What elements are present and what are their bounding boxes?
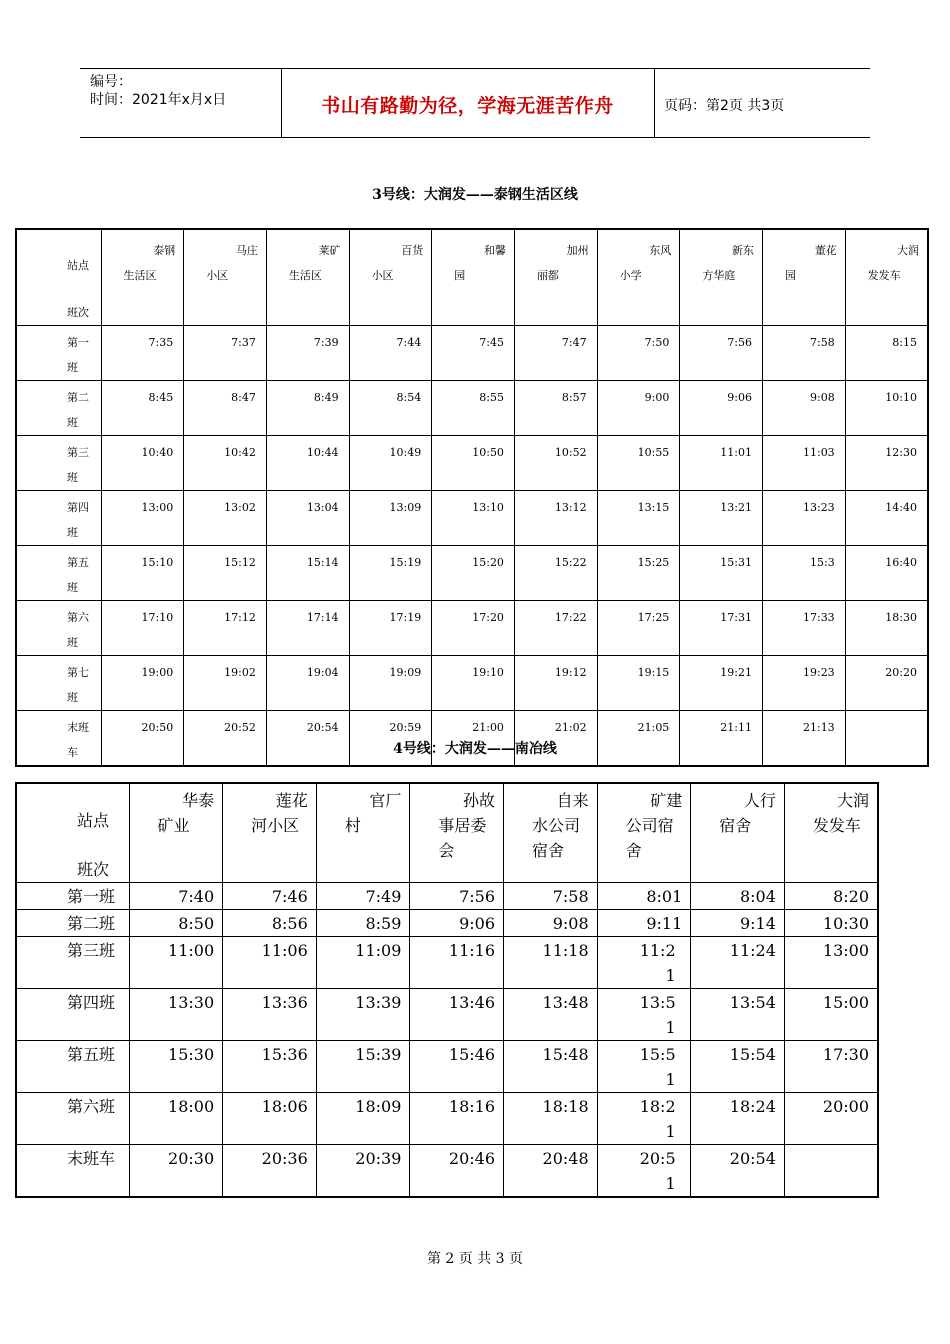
time-cell: 17:25 (597, 600, 680, 655)
time-cell: 7:40 (129, 883, 223, 910)
run-label (16, 937, 129, 989)
time-cell: 15:25 (597, 545, 680, 600)
time-cell: 19:09 (349, 655, 432, 710)
time-cell: 13:36 (223, 989, 317, 1041)
run-label-text: 第四班 (67, 993, 116, 1012)
table-row (16, 490, 928, 545)
time-cell: 13:02 (184, 490, 267, 545)
time-cell: 9:14 (691, 910, 785, 937)
time-cell: 10:55 (597, 435, 680, 490)
time-cell: 13:54 (691, 989, 785, 1041)
station-name-line2: 村 (344, 816, 361, 835)
time-cell: 13:30 (129, 989, 223, 1041)
station-name-line2: 矿业 (157, 816, 190, 835)
run-label-text: 第三班 (67, 941, 116, 960)
time-cell: 8:20 (784, 883, 878, 910)
run-label (16, 1041, 129, 1093)
station-name-line1: 东风 (649, 244, 672, 257)
time-cell: 7:58 (504, 883, 598, 910)
station-header (349, 229, 432, 325)
station-name-line2: 事居委会 (438, 816, 487, 860)
time-cell: 21:00 (432, 710, 515, 766)
time-cell: 9:00 (597, 380, 680, 435)
station-header (432, 229, 515, 325)
time-cell: 19:12 (514, 655, 597, 710)
time-cell: 15:39 (316, 1041, 410, 1093)
time-cell: 10:30 (784, 910, 878, 937)
time-cell: 17:19 (349, 600, 432, 655)
time-cell: 20:54 (691, 1145, 785, 1198)
station-name-line2: 方华庭 (702, 269, 736, 282)
station-name-line1: 泰钢 (153, 244, 176, 257)
document-date: 时间：2021年x月x日 (90, 92, 227, 108)
table-row (16, 380, 928, 435)
station-name-line2: 丽都 (536, 269, 559, 282)
document-number: 编号： (90, 74, 132, 90)
station-header (184, 229, 267, 325)
station-header (784, 783, 878, 883)
run-label-text: 第三班 (67, 445, 89, 484)
corner-run-label: 班次 (67, 306, 89, 319)
time-cell: 19:10 (432, 655, 515, 710)
time-cell: 11:06 (223, 937, 317, 989)
time-cell: 15:31 (680, 545, 763, 600)
time-cell: 10:50 (432, 435, 515, 490)
station-header (504, 783, 598, 883)
time-cell: 19:04 (266, 655, 349, 710)
time-cell: 15:19 (349, 545, 432, 600)
header-meta (90, 73, 226, 109)
time-value: 11:21 (639, 941, 676, 985)
run-label-text: 第一班 (67, 887, 116, 906)
time-cell: 20:36 (223, 1145, 317, 1198)
time-cell: 18:16 (410, 1093, 504, 1145)
time-cell: 20:39 (316, 1145, 410, 1198)
run-label-text: 第六班 (67, 610, 89, 649)
time-cell: 7:56 (410, 883, 504, 910)
station-name-line2: 生活区 (123, 269, 157, 282)
time-cell (101, 435, 184, 490)
time-cell (597, 1093, 691, 1145)
run-label-text: 第六班 (67, 1097, 116, 1116)
time-value: 15:10 (141, 555, 174, 569)
time-cell: 9:06 (410, 910, 504, 937)
time-cell: 17:14 (266, 600, 349, 655)
run-label (16, 655, 101, 710)
corner-station-label: 站点 (77, 811, 110, 830)
header-motto: 书山有路勤为径，学海无涯苦作舟 (321, 95, 614, 117)
time-cell: 10:49 (349, 435, 432, 490)
time-cell: 8:54 (349, 380, 432, 435)
time-cell: 13:15 (597, 490, 680, 545)
time-cell: 11:00 (129, 937, 223, 989)
page-indicator: 页码：第2页 共3页 (664, 98, 785, 114)
line3-timetable (15, 228, 929, 767)
station-name-line2: 小区 (371, 269, 394, 282)
time-cell: 7:45 (432, 325, 515, 380)
line4-title: 4号线：大润发——南冶线 (393, 741, 557, 757)
run-label (16, 989, 129, 1041)
time-cell: 8:15 (845, 325, 928, 380)
time-value: 15:51 (639, 1045, 676, 1089)
run-label-text: 末班车 (67, 720, 89, 759)
time-cell: 11:09 (316, 937, 410, 989)
station-name-line1: 孙故 (462, 791, 495, 810)
time-cell: 10:52 (514, 435, 597, 490)
run-label (16, 490, 101, 545)
time-cell: 12:30 (845, 435, 928, 490)
time-cell (597, 1145, 691, 1198)
time-cell: 7:47 (514, 325, 597, 380)
station-name-line1: 大润 (836, 791, 869, 810)
station-header (763, 229, 846, 325)
time-cell: 15:3 (763, 545, 846, 600)
time-cell: 19:02 (184, 655, 267, 710)
run-label-text: 第一班 (67, 335, 89, 374)
time-value: 19:00 (141, 665, 174, 679)
station-name-line2: 小学 (619, 269, 642, 282)
time-cell: 8:59 (316, 910, 410, 937)
station-name-line2: 河小区 (251, 816, 300, 835)
time-cell (101, 490, 184, 545)
station-header (680, 229, 763, 325)
run-label-text: 第二班 (67, 390, 89, 429)
time-cell: 10:44 (266, 435, 349, 490)
time-cell: 20:52 (184, 710, 267, 766)
time-cell: 19:21 (680, 655, 763, 710)
time-cell: 20:20 (845, 655, 928, 710)
table-row (16, 600, 928, 655)
time-cell: 20:59 (349, 710, 432, 766)
time-cell: 8:50 (129, 910, 223, 937)
time-cell: 11:18 (504, 937, 598, 989)
station-name-line1: 莲花 (275, 791, 308, 810)
time-cell: 21:13 (763, 710, 846, 766)
table-corner-cell (16, 229, 101, 325)
time-cell (784, 1145, 878, 1198)
run-label (16, 325, 101, 380)
run-label (16, 910, 129, 937)
run-label-text: 末班车 (67, 1149, 116, 1168)
time-cell (597, 937, 691, 989)
time-cell: 8:04 (691, 883, 785, 910)
run-label (16, 1093, 129, 1145)
station-name-line1: 新东 (732, 244, 754, 257)
time-cell: 17:30 (784, 1041, 878, 1093)
station-name-line1: 人行 (743, 791, 776, 810)
station-name-line2: 宿舍 (719, 816, 752, 835)
run-label (16, 600, 101, 655)
time-cell: 13:48 (504, 989, 598, 1041)
time-cell: 20:46 (410, 1145, 504, 1198)
time-cell: 15:12 (184, 545, 267, 600)
time-cell: 13:46 (410, 989, 504, 1041)
time-cell (597, 1041, 691, 1093)
run-label (16, 380, 101, 435)
station-name-line2: 园 (454, 269, 466, 282)
time-cell: 7:44 (349, 325, 432, 380)
table-row (16, 910, 878, 937)
time-cell: 8:47 (184, 380, 267, 435)
time-cell: 17:31 (680, 600, 763, 655)
time-value: 13:51 (639, 993, 676, 1037)
station-name-line1: 大润 (897, 244, 919, 257)
table-row (16, 545, 928, 600)
station-name-line1: 和馨 (483, 244, 506, 257)
station-header (101, 229, 184, 325)
time-cell: 17:33 (763, 600, 846, 655)
station-name-line2: 公司宿舍 (625, 816, 674, 860)
time-cell: 13:00 (784, 937, 878, 989)
time-cell: 15:00 (784, 989, 878, 1041)
time-cell: 8:57 (514, 380, 597, 435)
station-header (129, 783, 223, 883)
page-footer: 第 2 页 共 3 页 (426, 1251, 524, 1267)
time-cell (101, 655, 184, 710)
station-name-line1: 矿建 (650, 791, 683, 810)
table-header-row (16, 229, 928, 325)
station-name-line2: 水公司宿舍 (532, 816, 581, 860)
table-row (16, 1093, 878, 1145)
time-cell: 18:06 (223, 1093, 317, 1145)
time-cell: 13:09 (349, 490, 432, 545)
time-cell: 8:49 (266, 380, 349, 435)
table-row (16, 655, 928, 710)
time-cell: 13:12 (514, 490, 597, 545)
time-cell: 21:05 (597, 710, 680, 766)
header-divider (654, 69, 655, 137)
corner-station-label: 站点 (67, 259, 89, 272)
time-cell (597, 989, 691, 1041)
station-name-line1: 自来 (556, 791, 589, 810)
time-cell: 9:11 (597, 910, 691, 937)
station-name-line1: 董花 (814, 244, 837, 257)
time-cell: 15:36 (223, 1041, 317, 1093)
time-cell: 13:23 (763, 490, 846, 545)
table-header-row (16, 783, 878, 883)
time-value: 18:21 (639, 1097, 676, 1141)
time-cell: 13:39 (316, 989, 410, 1041)
time-cell: 11:03 (763, 435, 846, 490)
time-cell (101, 600, 184, 655)
table-corner-cell (16, 783, 129, 883)
station-name-line1: 官厂 (369, 791, 402, 810)
time-cell: 17:20 (432, 600, 515, 655)
time-cell: 19:23 (763, 655, 846, 710)
run-label (16, 883, 129, 910)
station-header (597, 229, 680, 325)
table-row (16, 989, 878, 1041)
time-cell: 7:56 (680, 325, 763, 380)
time-cell: 10:10 (845, 380, 928, 435)
line4-timetable (15, 782, 879, 1198)
time-cell: 13:21 (680, 490, 763, 545)
time-cell: 13:04 (266, 490, 349, 545)
table-row (16, 937, 878, 989)
run-label (16, 435, 101, 490)
station-name-line2: 发发车 (867, 269, 901, 282)
time-cell: 21:11 (680, 710, 763, 766)
station-header (845, 229, 928, 325)
run-label-text: 第五班 (67, 1045, 116, 1064)
time-cell: 7:50 (597, 325, 680, 380)
time-value: 17:10 (141, 610, 174, 624)
time-cell: 9:08 (763, 380, 846, 435)
run-label (16, 1145, 129, 1198)
time-cell: 20:00 (784, 1093, 878, 1145)
time-cell: 18:18 (504, 1093, 598, 1145)
time-cell: 15:14 (266, 545, 349, 600)
station-header (514, 229, 597, 325)
station-header (597, 783, 691, 883)
time-cell: 9:06 (680, 380, 763, 435)
station-name-line1: 百货 (401, 244, 424, 257)
table-row (16, 1145, 878, 1198)
time-cell: 20:30 (129, 1145, 223, 1198)
station-name-line2: 发发车 (812, 816, 861, 835)
time-cell: 20:54 (266, 710, 349, 766)
table-row (16, 435, 928, 490)
station-header (410, 783, 504, 883)
time-cell: 7:46 (223, 883, 317, 910)
station-name-line1: 加州 (566, 244, 589, 257)
time-value: 10:40 (141, 445, 174, 459)
station-header (266, 229, 349, 325)
time-cell: 15:48 (504, 1041, 598, 1093)
time-cell: 18:09 (316, 1093, 410, 1145)
time-cell: 15:22 (514, 545, 597, 600)
time-cell: 7:35 (101, 325, 184, 380)
time-cell: 8:56 (223, 910, 317, 937)
time-value: 20:51 (639, 1149, 676, 1193)
time-cell: 8:01 (597, 883, 691, 910)
time-cell: 9:08 (504, 910, 598, 937)
station-header (316, 783, 410, 883)
time-cell: 21:02 (514, 710, 597, 766)
time-cell: 10:42 (184, 435, 267, 490)
station-name-line1: 莱矿 (318, 244, 341, 257)
time-cell: 13:10 (432, 490, 515, 545)
time-cell: 18:24 (691, 1093, 785, 1145)
time-cell: 11:24 (691, 937, 785, 989)
time-cell: 15:54 (691, 1041, 785, 1093)
run-label-text: 第二班 (67, 914, 116, 933)
time-cell (101, 545, 184, 600)
station-name-line1: 华泰 (182, 791, 215, 810)
time-cell: 15:20 (432, 545, 515, 600)
time-cell: 11:01 (680, 435, 763, 490)
time-cell: 7:39 (266, 325, 349, 380)
time-cell: 18:30 (845, 600, 928, 655)
run-label-text: 第四班 (67, 500, 89, 539)
table-row (16, 1041, 878, 1093)
time-cell: 8:45 (101, 380, 184, 435)
time-value: 20:50 (141, 720, 174, 734)
time-cell: 15:30 (129, 1041, 223, 1093)
station-name-line2: 生活区 (288, 269, 322, 282)
time-cell: 7:49 (316, 883, 410, 910)
station-name-line2: 园 (785, 269, 796, 282)
run-label-text: 第五班 (67, 555, 89, 594)
time-cell: 17:12 (184, 600, 267, 655)
table-row (16, 325, 928, 380)
station-name-line1: 马庄 (235, 244, 258, 257)
time-cell: 15:46 (410, 1041, 504, 1093)
page-header (80, 68, 870, 138)
time-cell: 11:16 (410, 937, 504, 989)
time-cell: 7:37 (184, 325, 267, 380)
station-header (691, 783, 785, 883)
time-cell: 14:40 (845, 490, 928, 545)
time-cell: 19:15 (597, 655, 680, 710)
time-cell: 16:40 (845, 545, 928, 600)
time-cell: 20:48 (504, 1145, 598, 1198)
time-cell: 18:00 (129, 1093, 223, 1145)
time-cell: 17:22 (514, 600, 597, 655)
time-cell: 7:58 (763, 325, 846, 380)
corner-run-label: 班次 (77, 860, 110, 879)
run-label (16, 545, 101, 600)
time-value: 13:00 (141, 500, 174, 514)
line3-title: 3号线：大润发——泰钢生活区线 (372, 187, 578, 203)
table-row (16, 883, 878, 910)
station-name-line2: 小区 (206, 269, 229, 282)
station-header (223, 783, 317, 883)
run-label-text: 第七班 (67, 665, 89, 704)
time-cell: 8:55 (432, 380, 515, 435)
